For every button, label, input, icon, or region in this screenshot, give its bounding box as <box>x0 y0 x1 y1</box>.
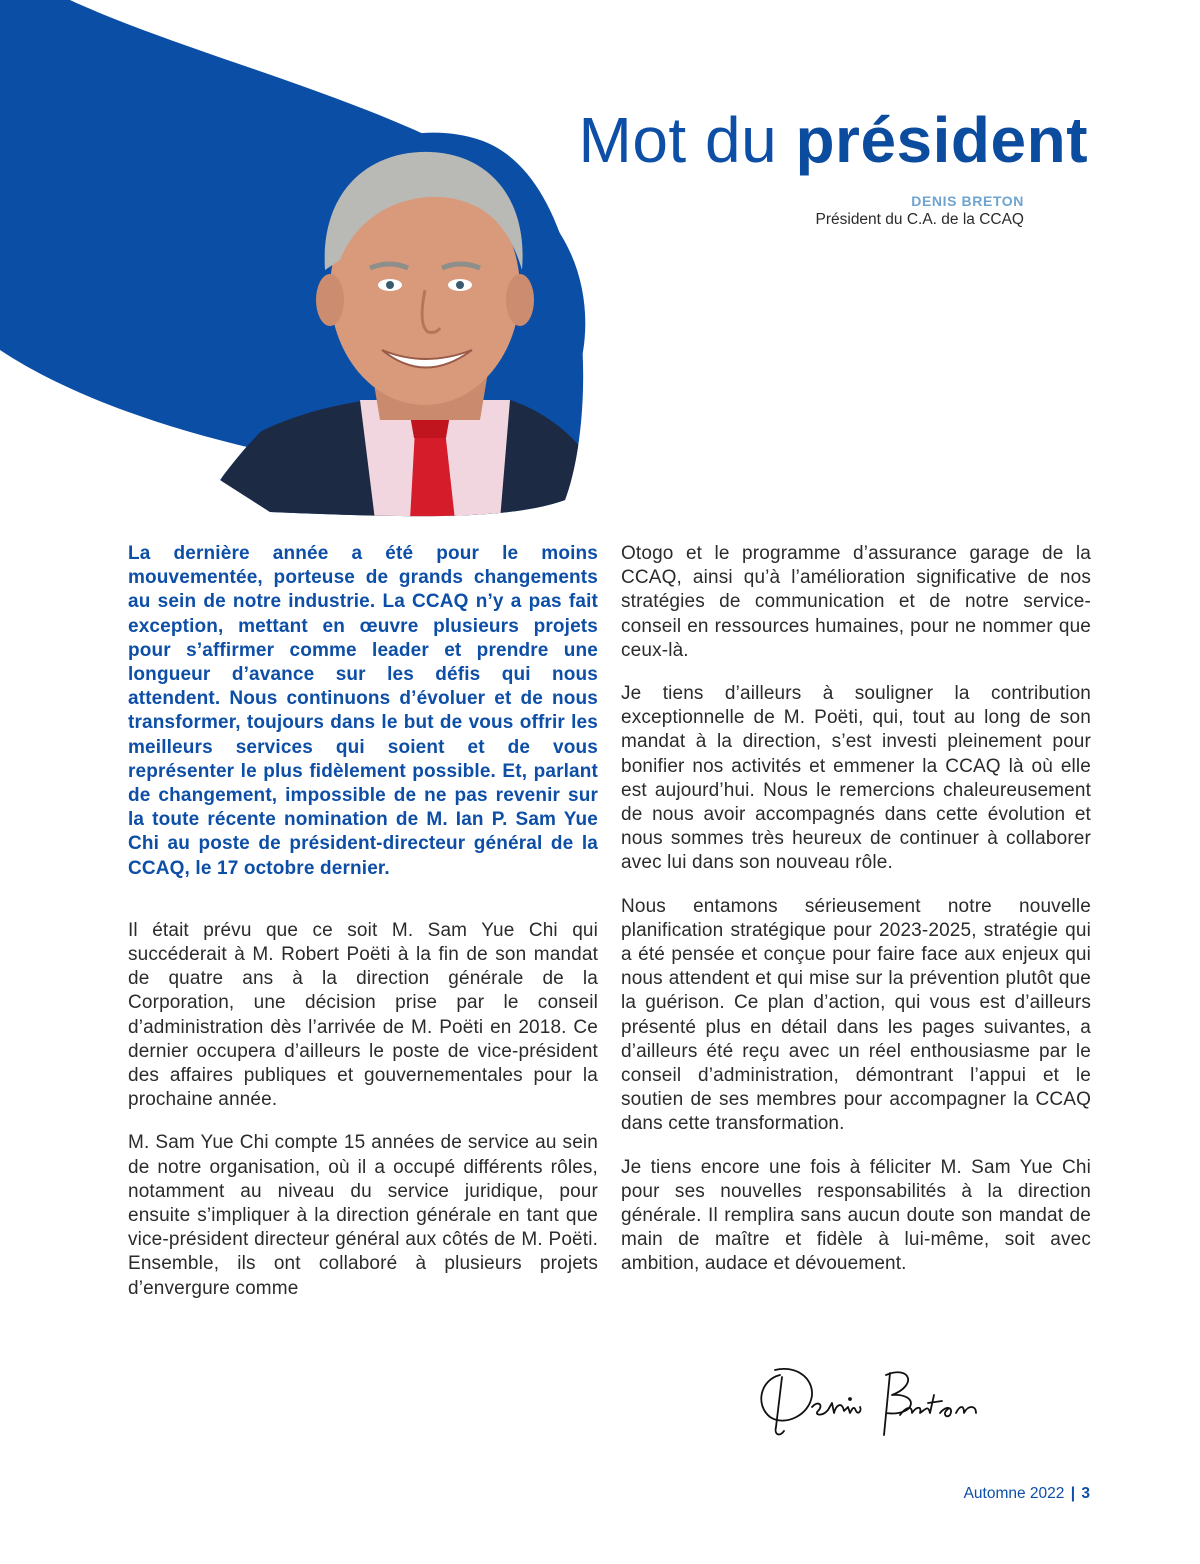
paragraph-1: Il était prévu que ce soit M. Sam Yue Chi qui succéderait à M. Robert Poëti à la fin de son mandat de quatre ans à la direction générale de la Corporation, une décision prise par le conseil d’administration dès l’arrivée de M. Poëti en 2018. Ce dernier occupera d’ailleurs le poste de vice-président des affaires publiques et gouvernementales pour la prochaine année. <box>128 919 598 1111</box>
paragraph-6: Je tiens encore une fois à féliciter M. Sam Yue Chi pour ses nouvelles responsabilités à la direction générale. Il remplira sans aucun doute son mandat de main de maître et fidèle à lui-même, soit avec ambition, audace et dévouement. <box>621 1156 1091 1275</box>
author-role: Président du C.A. de la CCAQ <box>815 211 1024 228</box>
title-regular: Mot du <box>578 104 778 176</box>
lead-paragraph: La dernière année a été pour le moins mouvementée, porteuse de grands changements au sein de notre industrie. La CCAQ n’y a pas fait exception, mettant en œuvre plusieurs projets pour s’affirmer comme leader et prendre une longueur d’avance sur les défis qui nous attendent. Nous continuons d’évoluer et de nous transformer, toujours dans le but de vous offrir les meilleurs services qui soient et de vous représenter le plus fidèlement possible. Et, parlant de changement, impossible de ne pas revenir sur la toute récente nomination de M. Ian P. Sam Yue Chi au poste de président-directeur général de la CCAQ, le 17 octobre dernier. <box>128 543 598 879</box>
page-number: 3 <box>1081 1485 1090 1502</box>
paragraph-3: Otogo et le programme d’assurance garage de la CCAQ, ainsi qu’à l’amélioration significative de nos stratégies de communication et de notre service-conseil en ressources humaines, pour ne nommer que ceux-là. <box>621 543 1091 661</box>
title-bold: président <box>795 104 1088 176</box>
issue-label: Automne 2022 <box>963 1485 1065 1502</box>
left-column <box>128 542 598 1301</box>
page-footer <box>964 1485 1090 1503</box>
author-name: DENIS BRETON <box>911 193 1024 209</box>
president-portrait <box>210 100 590 520</box>
author-block <box>816 192 1025 230</box>
signature <box>750 1355 1000 1445</box>
paragraph-5: Nous entamons sérieusement notre nouvelle planification stratégique pour 2023-2025, stratégie qui a été pensée et conçue pour faire face aux enjeux qui nous attendent et qui mise sur la prévention plutôt que la guérison. Ce plan d’action, qui vous est d’ailleurs présenté plus en détail dans les pages suivantes, a d’ailleurs été reçu avec un réel enthousiasme par le conseil d’administration, démontrant l’appui et le soutien de ses membres pour accompagner la CCAQ dans cette transformation. <box>621 895 1091 1135</box>
footer-separator: | <box>1070 1485 1076 1502</box>
right-column <box>621 542 1091 1277</box>
paragraph-4: Je tiens d’ailleurs à souligner la contribution exceptionnelle de M. Poëti, qui, tout au long de son mandat à la direction, s’est investi pleinement pour bonifier nos activités et emmener la CCAQ là où elle est aujourd’hui. Nous le remercions chaleureusement de nous avoir accompagnés dans cette évolution et nous sommes très heureux de continuer à collaborer avec lui dans son nouveau rôle. <box>621 683 1091 874</box>
paragraph-2: M. Sam Yue Chi compte 15 années de service au sein de notre organisation, où il a occupé différents rôles, notamment au niveau du service juridique, pour ensuite s’impliquer à la direction générale en tant que vice-président directeur général aux côtés de M. Poëti. Ensemble, ils ont collaboré à plusieurs projets d’envergure comme <box>128 1132 598 1299</box>
page-title <box>579 100 1089 180</box>
